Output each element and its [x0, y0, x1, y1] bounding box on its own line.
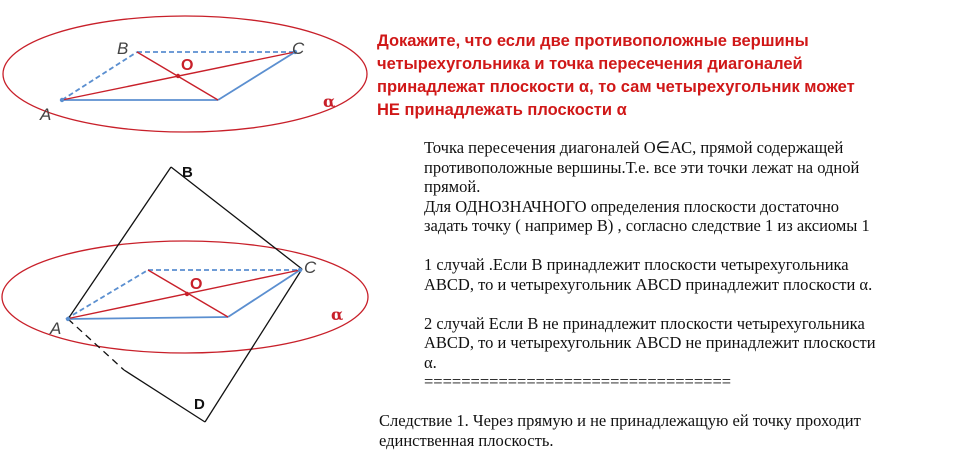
corollary-line: Следствие 1. Через прямую и не принадлежащую ей точку проходит — [379, 411, 861, 430]
edge-ab-bottom — [66, 270, 148, 319]
task-line: Докажите, что если две противоположные вершины — [377, 32, 809, 50]
solution-line — [424, 236, 959, 256]
top-figure — [3, 16, 367, 132]
point-a-bottom — [66, 317, 70, 321]
solution-line: задать точку ( например В) , согласно следствие 1 из аксиомы 1 — [424, 216, 870, 235]
label-c-top: C — [292, 39, 305, 58]
label-b-bottom: B — [182, 164, 193, 181]
label-alpha-top: α — [323, 92, 336, 111]
point-a-top — [60, 98, 64, 102]
outline-da-visible-bottom — [124, 370, 205, 422]
bottom-figure — [2, 164, 368, 422]
solution-text — [424, 138, 959, 392]
point-o-top — [176, 74, 180, 78]
edge-da-bottom — [66, 317, 228, 319]
label-a-top: A — [40, 105, 52, 124]
solution-line: Точка пересечения диагоналей О∈АС, прямой содержащей — [424, 138, 844, 157]
solution-line: 2 случай Если В не принадлежит плоскости четырехугольника — [424, 313, 865, 333]
task-line: четырехугольника и точка пересечения диагоналей — [377, 55, 803, 73]
outline-ab-bottom — [68, 167, 171, 319]
task-line: НЕ принадлежать плоскости α — [377, 101, 627, 119]
solution-line: ABCD, то и четырехугольник ABCD принадлежит плоскости α. — [424, 274, 873, 294]
solution-line: противоположные вершины.Т.е. все эти точки лежат на одной — [424, 157, 860, 177]
label-c-bottom: C — [304, 258, 317, 277]
solution-line: α. — [424, 352, 437, 372]
separator-line: ================================= — [424, 372, 732, 391]
outline-da-hidden-bottom — [68, 319, 124, 370]
label-o-top: O — [181, 57, 194, 74]
point-c-bottom — [298, 268, 302, 272]
task-statement — [377, 30, 962, 122]
solution-line: 1 случай .Если В принадлежит плоскости четырехугольника — [424, 255, 849, 274]
point-o-bottom — [185, 292, 189, 296]
label-a-bottom: A — [50, 319, 62, 338]
label-d-bottom: D — [194, 396, 205, 413]
corollary-text — [379, 411, 964, 451]
solution-line: ABCD, то и четырехугольник ABCD не принадлежит плоскости — [424, 333, 876, 352]
solution-line: прямой. — [424, 177, 481, 196]
outline-cd-bottom — [205, 269, 302, 422]
outline-bc-bottom — [171, 167, 302, 269]
label-b-top: B — [117, 39, 129, 58]
solution-line — [424, 294, 959, 314]
solution-line: Для ОДНОЗНАЧНОГО определения плоскости достаточно — [424, 196, 840, 216]
edge-cd-top — [218, 52, 295, 100]
corollary-line: единственная плоскость. — [379, 431, 554, 450]
label-o-bottom: O — [190, 276, 203, 293]
task-line: принадлежат плоскости α, то сам четырехугольник может — [377, 78, 855, 96]
label-alpha-bottom: α — [331, 305, 344, 324]
diagonal-ac-bottom — [66, 270, 300, 319]
